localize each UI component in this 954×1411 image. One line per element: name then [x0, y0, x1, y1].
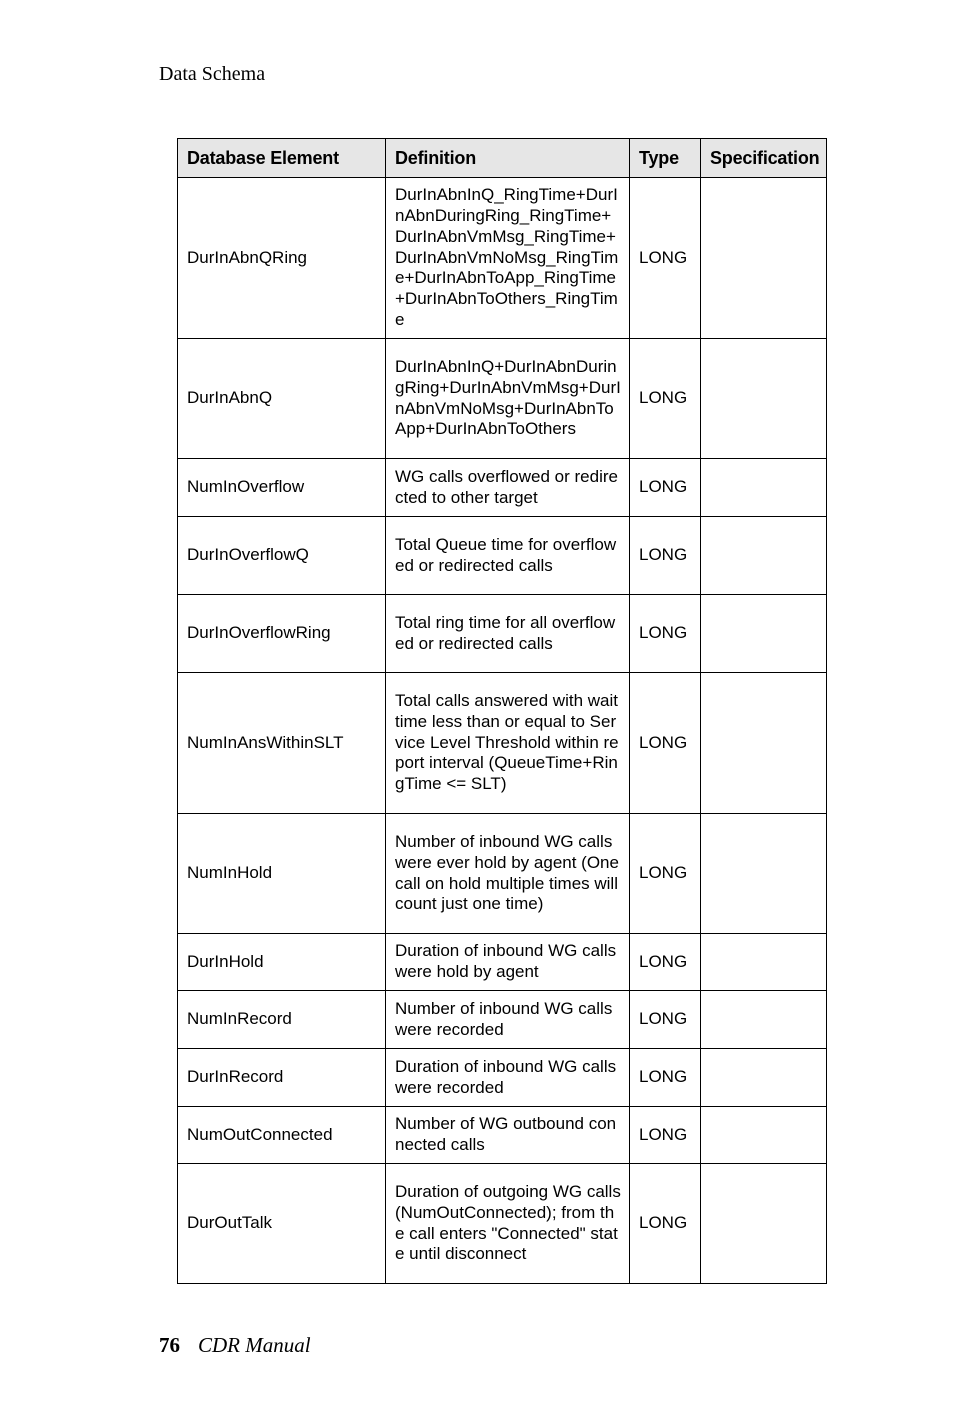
- definition-cell: Number of inbound WG calls were recorded: [386, 991, 630, 1049]
- table-row: [178, 459, 827, 517]
- element-cell: DurInHold: [178, 934, 386, 991]
- definition-cell: Number of inbound WG calls were ever hold by agent (One call on hold multiple times will count just one time): [386, 814, 630, 934]
- specification-cell: [701, 1049, 827, 1107]
- data-schema-table: [177, 138, 827, 1284]
- page-footer: [159, 1333, 311, 1358]
- definition-cell: Total calls answered with wait time less than or equal to Service Level Threshold within report interval (QueueTime+RingTime <= SLT): [386, 673, 630, 814]
- page-number: 76: [159, 1333, 180, 1357]
- table-row: [178, 991, 827, 1049]
- type-cell: LONG: [630, 673, 701, 814]
- element-cell: DurInOverflowRing: [178, 595, 386, 673]
- table-header-row: [178, 139, 827, 178]
- specification-cell: [701, 517, 827, 595]
- type-cell: LONG: [630, 1049, 701, 1107]
- specification-cell: [701, 459, 827, 517]
- type-cell: LONG: [630, 814, 701, 934]
- specification-cell: [701, 1164, 827, 1284]
- column-header-type: Type: [630, 139, 701, 178]
- definition-cell: Duration of outgoing WG calls (NumOutConnected); from the call enters "Connected" state until disconnect: [386, 1164, 630, 1284]
- specification-cell: [701, 991, 827, 1049]
- type-cell: LONG: [630, 178, 701, 339]
- definition-cell: Duration of inbound WG calls were recorded: [386, 1049, 630, 1107]
- table-row: [178, 934, 827, 991]
- specification-cell: [701, 595, 827, 673]
- table-row: [178, 1107, 827, 1164]
- element-cell: NumInRecord: [178, 991, 386, 1049]
- specification-cell: [701, 934, 827, 991]
- definition-cell: Total ring time for all overflowed or redirected calls: [386, 595, 630, 673]
- column-header-specification: Specification: [701, 139, 827, 178]
- element-cell: NumInAnsWithinSLT: [178, 673, 386, 814]
- definition-cell: DurInAbnInQ_RingTime+DurInAbnDuringRing_RingTime+DurInAbnVmMsg_RingTime+DurInAbnVmNoMsg_RingTime+DurInAbnToApp_RingTime+DurInAbnToOthers_RingTime: [386, 178, 630, 339]
- type-cell: LONG: [630, 517, 701, 595]
- specification-cell: [701, 339, 827, 459]
- table-row: [178, 595, 827, 673]
- type-cell: LONG: [630, 595, 701, 673]
- column-header-definition: Definition: [386, 139, 630, 178]
- definition-cell: DurInAbnInQ+DurInAbnDuringRing+DurInAbnVmMsg+DurInAbnVmNoMsg+DurInAbnToApp+DurInAbnToOthers: [386, 339, 630, 459]
- table-row: [178, 673, 827, 814]
- definition-cell: Number of WG outbound connected calls: [386, 1107, 630, 1164]
- type-cell: LONG: [630, 1164, 701, 1284]
- table-row: [178, 339, 827, 459]
- table-row: [178, 1164, 827, 1284]
- element-cell: NumInHold: [178, 814, 386, 934]
- manual-title: CDR Manual: [198, 1333, 311, 1357]
- table-row: [178, 814, 827, 934]
- specification-cell: [701, 178, 827, 339]
- specification-cell: [701, 673, 827, 814]
- type-cell: LONG: [630, 991, 701, 1049]
- element-cell: DurInAbnQRing: [178, 178, 386, 339]
- type-cell: LONG: [630, 1107, 701, 1164]
- specification-cell: [701, 814, 827, 934]
- element-cell: NumOutConnected: [178, 1107, 386, 1164]
- element-cell: DurInAbnQ: [178, 339, 386, 459]
- type-cell: LONG: [630, 339, 701, 459]
- element-cell: NumInOverflow: [178, 459, 386, 517]
- definition-cell: WG calls overflowed or redirected to other target: [386, 459, 630, 517]
- table-row: [178, 517, 827, 595]
- definition-cell: Duration of inbound WG calls were hold by agent: [386, 934, 630, 991]
- page-header: Data Schema: [159, 63, 266, 85]
- specification-cell: [701, 1107, 827, 1164]
- table-row: [178, 1049, 827, 1107]
- table-row: [178, 178, 827, 339]
- element-cell: DurInOverflowQ: [178, 517, 386, 595]
- element-cell: DurInRecord: [178, 1049, 386, 1107]
- type-cell: LONG: [630, 459, 701, 517]
- definition-cell: Total Queue time for overflowed or redirected calls: [386, 517, 630, 595]
- element-cell: DurOutTalk: [178, 1164, 386, 1284]
- column-header-database-element: Database Element: [178, 139, 386, 178]
- type-cell: LONG: [630, 934, 701, 991]
